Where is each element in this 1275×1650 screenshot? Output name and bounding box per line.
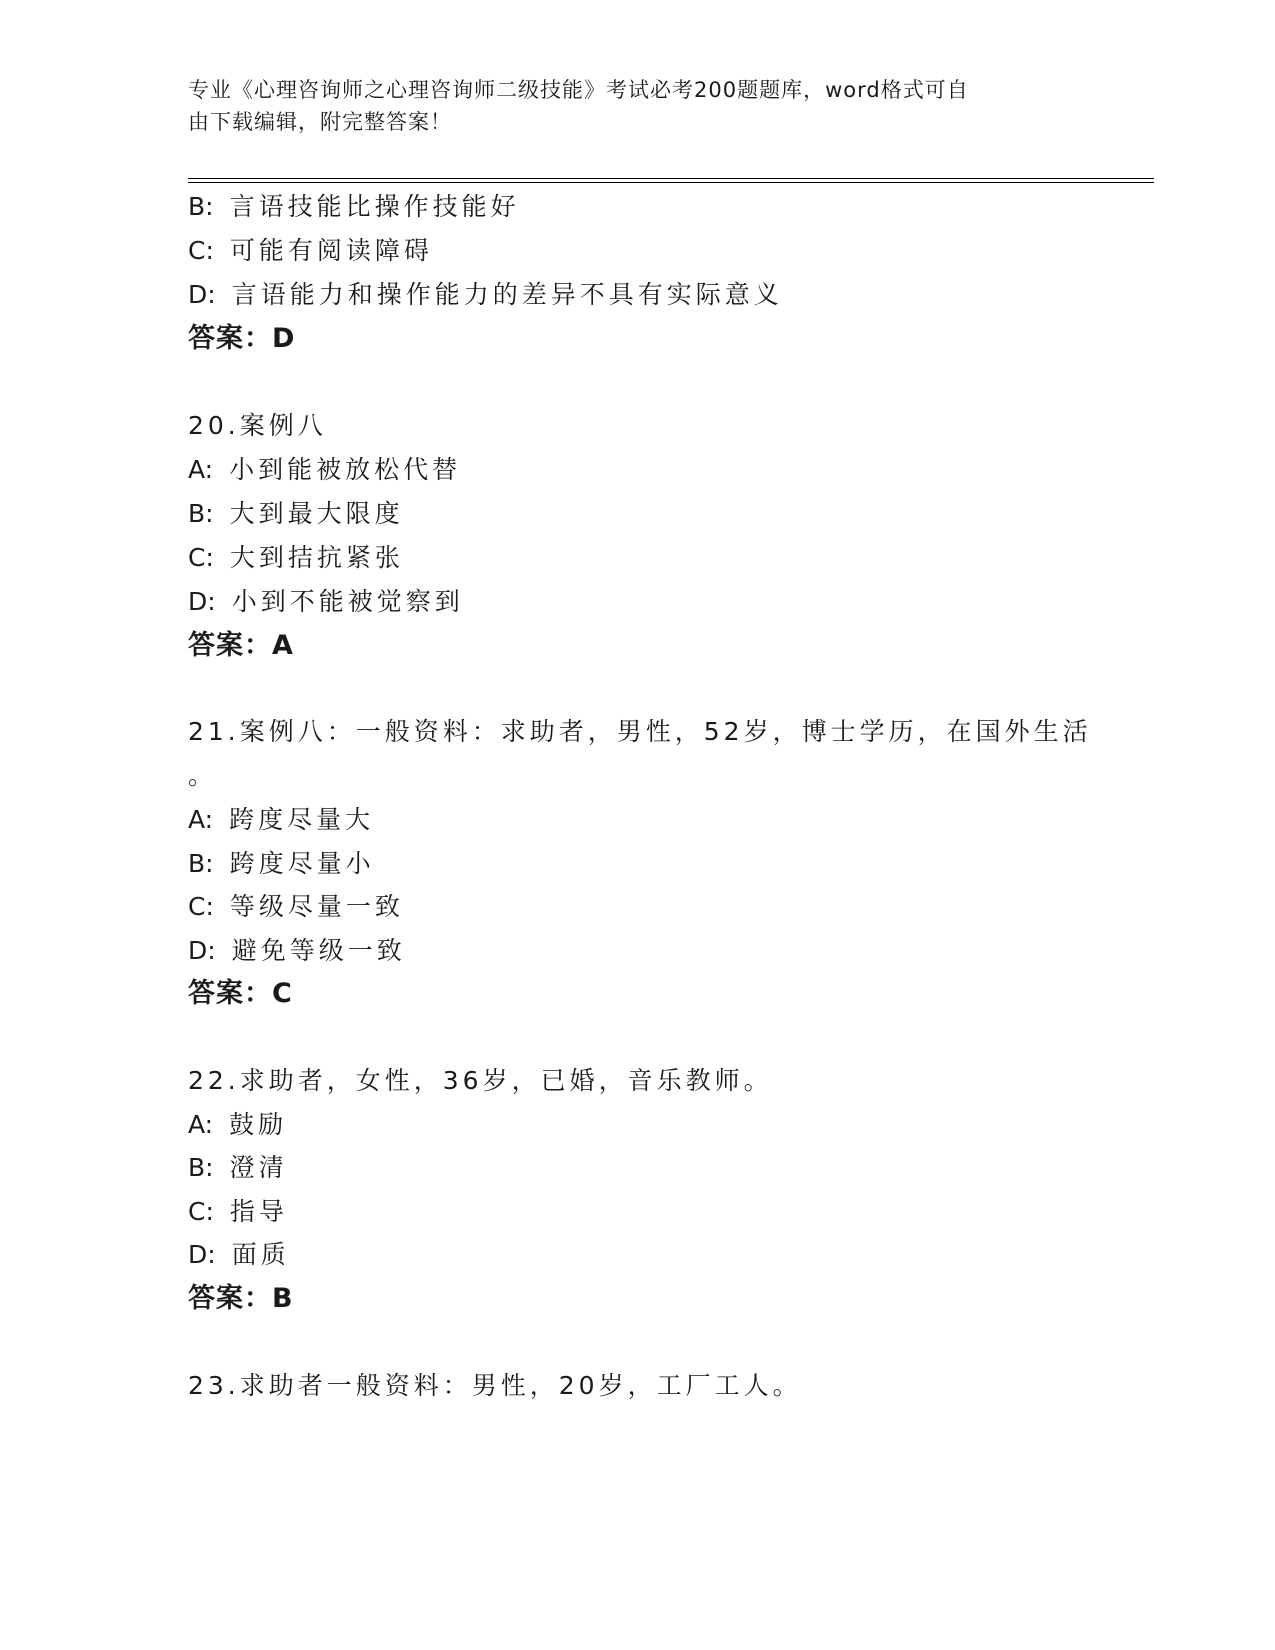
q20-option-b: B: 大到最大限度 [188,499,404,528]
q22-option-a: A: 鼓励 [188,1110,288,1139]
prev-option-d: D: 言语能力和操作能力的差异不具有实际意义 [188,280,783,309]
q20-option-a: A: 小到能被放松代替 [188,455,462,484]
q22-option-d: D: 面质 [188,1240,290,1269]
header-rule-top [188,178,1154,179]
q22-option-b: B: 澄清 [188,1153,288,1182]
q20-answer: 答案：A [188,630,294,661]
q21-stem-continuation: 。 [188,761,218,790]
prev-option-c: C: 可能有阅读障碍 [188,236,433,265]
q21-option-a: A: 跨度尽量大 [188,805,375,834]
q21-option-d: D: 避免等级一致 [188,936,406,965]
q23-stem: 23.求助者一般资料：男性，20岁，工厂工人。 [188,1371,802,1400]
q20-stem: 20.案例八 [188,411,327,440]
q22-stem: 22.求助者，女性，36岁，已婚，音乐教师。 [188,1066,773,1095]
prev-answer: 答案：D [188,323,296,354]
prev-option-b: B: 言语技能比操作技能好 [188,192,520,221]
q21-option-c: C: 等级尽量一致 [188,892,404,921]
header-line-2: 由下载编辑，附完整答案！ [188,110,452,134]
q21-answer: 答案：C [188,978,293,1009]
q22-answer: 答案：B [188,1283,294,1314]
document-header [188,74,1088,138]
q20-option-d: D: 小到不能被觉察到 [188,587,464,616]
q21-option-b: B: 跨度尽量小 [188,849,375,878]
q21-stem: 21.案例八：一般资料：求助者，男性，52岁，博士学历，在国外生活 [188,717,1092,746]
q20-option-c: C: 大到拮抗紧张 [188,543,404,572]
q22-option-c: C: 指导 [188,1197,288,1226]
header-rule-bottom [188,182,1154,183]
header-line-1: 专业《心理咨询师之心理咨询师二级技能》考试必考200题题库，word格式可自 [188,78,969,102]
